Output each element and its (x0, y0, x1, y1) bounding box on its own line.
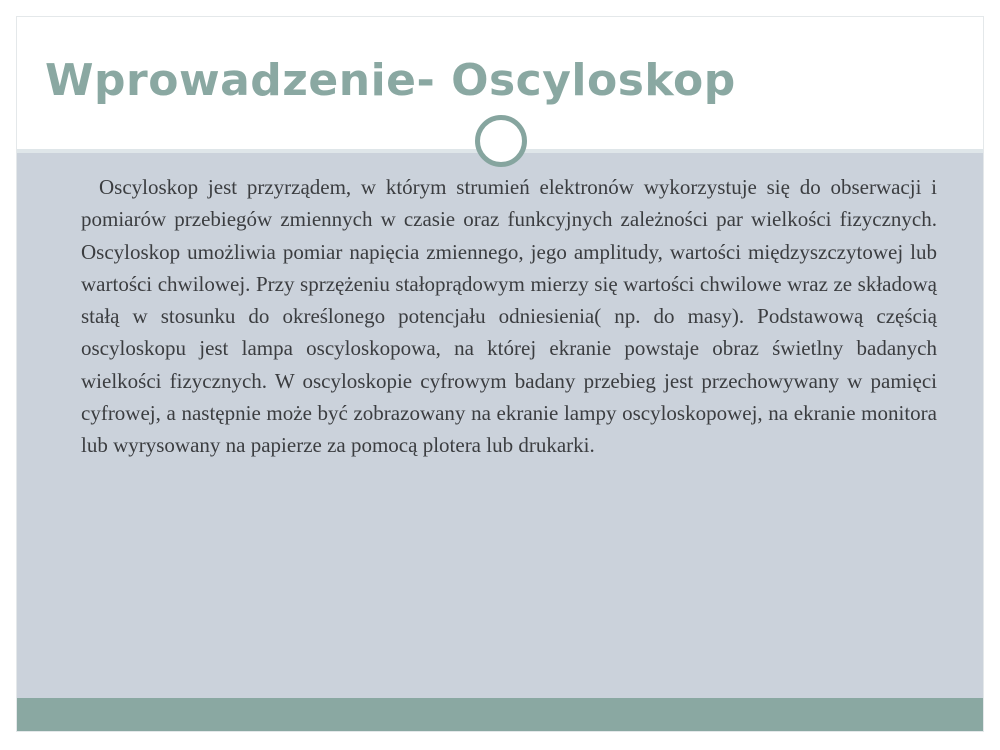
bottom-accent-bar (17, 698, 983, 731)
content-area (17, 153, 983, 698)
slide-title: Wprowadzenie- Oscyloskop (45, 55, 736, 106)
slide-body-text: Oscyloskop jest przyrządem, w którym strumień elektronów wykorzystuje się do obserwacji i pomiarów przebiegów zmiennych w czasie oraz funkcyjnych zależności par wielkości fizycznych. Oscyloskop umożliwia pomiar napięcia zmiennego, jego amplitudy, wartości międzyszczytowej lub wartości chwilowej. Przy sprzężeniu stałoprądowym mierzy się wartości chwilowe wraz ze składową stałą w stosunku do określonego potencjału odniesienia( np. do masy). Podstawową częścią oscyloskopu jest lampa oscyloskopowa, na której ekranie powstaje obraz świetlny badanych wielkości fizycznych. W oscyloskopie cyfrowym badany przebieg jest przechowywany w pamięci cyfrowej, a następnie może być zobrazowany na ekranie lampy oscyloskopowej, na ekranie monitora lub wyrysowany na papierze za pomocą plotera lub drukarki. (81, 175, 937, 458)
slide-frame (16, 16, 984, 732)
circle-ornament-icon (475, 115, 527, 167)
